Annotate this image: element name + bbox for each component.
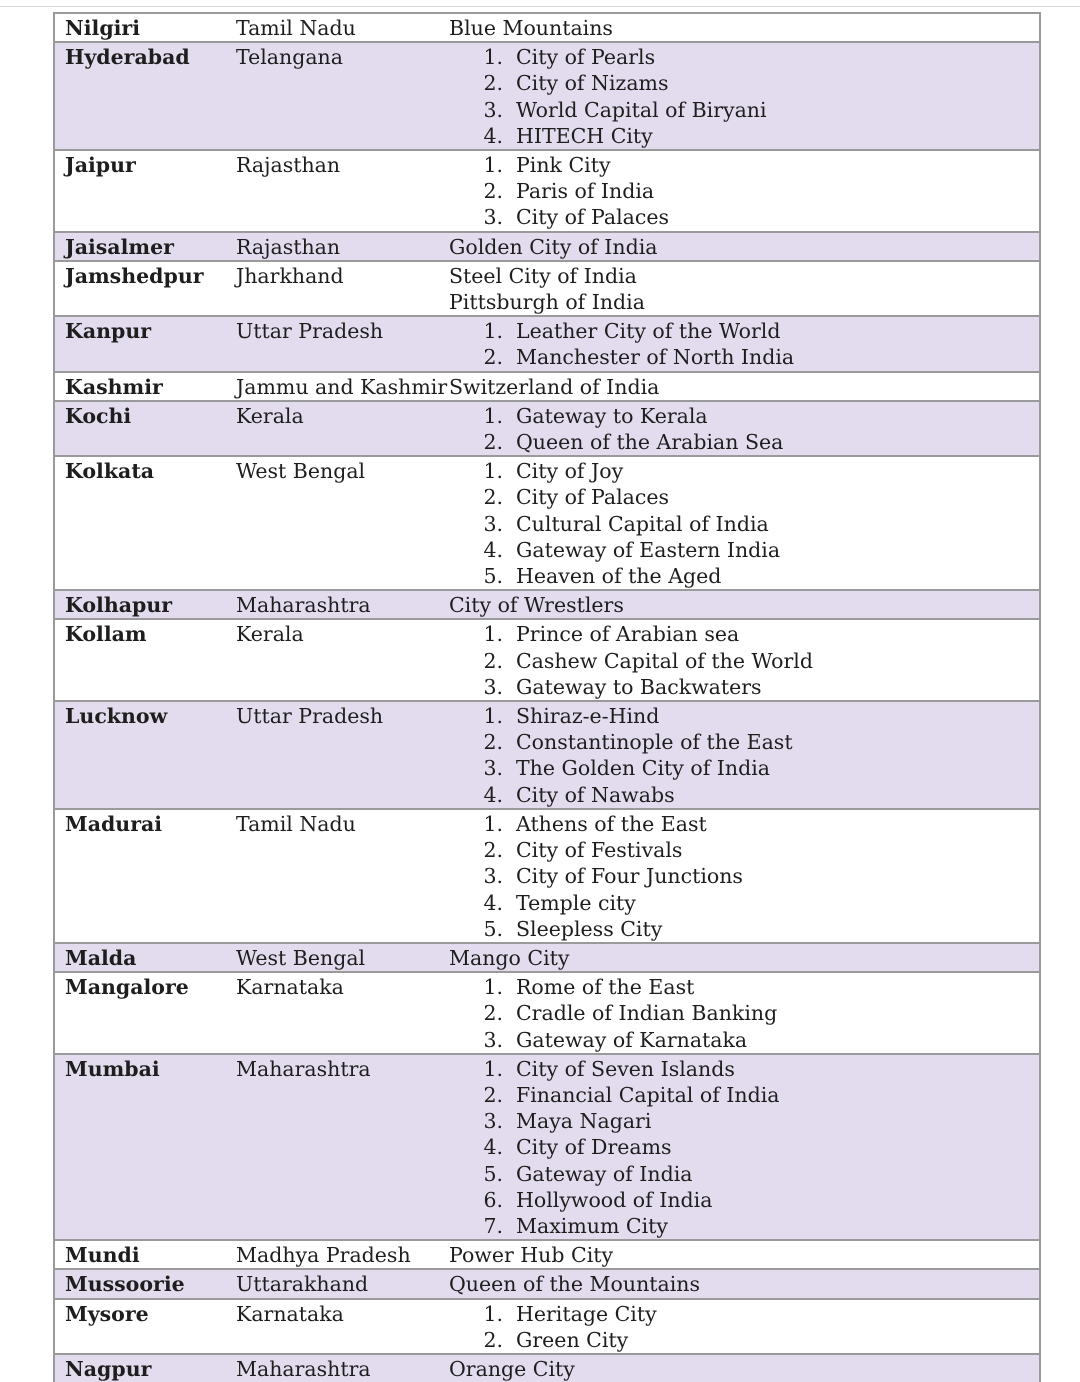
city-name: Kanpur <box>65 319 152 344</box>
list-number: 5. <box>483 564 503 589</box>
list-number: 2. <box>483 648 503 673</box>
state-name: Kerala <box>236 622 304 647</box>
city-name: Kochi <box>65 403 132 428</box>
list-number: 1. <box>483 459 503 484</box>
state-name: Uttar Pradesh <box>236 319 384 344</box>
nickname-text: Gateway of Eastern India <box>516 537 781 562</box>
state-name: Maharashtra <box>236 593 371 618</box>
list-number: 3. <box>483 1027 503 1052</box>
nickname-list-item <box>449 1108 1039 1134</box>
nickname-text: Mango City <box>449 945 570 970</box>
list-number: 3. <box>483 511 503 536</box>
nickname-text: Queen of the Mountains <box>449 1272 701 1297</box>
nickname-list-item <box>449 621 1039 647</box>
list-number: 6. <box>483 1187 503 1212</box>
nickname-text: Cradle of Indian Banking <box>516 1001 778 1026</box>
list-number: 3. <box>483 756 503 781</box>
nickname-list-item <box>449 811 1039 837</box>
nickname-text: World Capital of Biryani <box>516 97 767 122</box>
city-name: Mangalore <box>65 975 189 1000</box>
table-row <box>55 1298 1039 1353</box>
nickname-list-item <box>449 318 1039 344</box>
nickname-list-item <box>449 974 1039 1000</box>
list-number: 2. <box>483 838 503 863</box>
nicknames-cell <box>449 457 1039 589</box>
list-number: 3. <box>483 864 503 889</box>
table-row <box>55 942 1039 971</box>
table-row <box>55 808 1039 942</box>
nickname-list-item <box>449 429 1039 455</box>
nickname-text: Temple city <box>516 890 636 915</box>
nickname-text: Paris of India <box>516 179 655 204</box>
list-number: 7. <box>483 1213 503 1238</box>
nickname-list-item <box>449 916 1039 942</box>
table-row <box>55 41 1039 149</box>
list-number: 2. <box>483 179 503 204</box>
nickname-text: Orange City <box>449 1356 575 1381</box>
city-name: Hyderabad <box>65 45 190 70</box>
city-name: Malda <box>65 945 137 970</box>
nicknames-cell <box>449 1270 1039 1297</box>
city-name: Kolhapur <box>65 593 173 618</box>
table-row <box>55 1053 1039 1239</box>
state-name: Uttarakhand <box>236 1272 369 1297</box>
nickname-text: Leather City of the World <box>516 319 781 344</box>
nickname-text: City of Joy <box>516 459 624 484</box>
nicknames-cell <box>449 591 1039 618</box>
state-name: Jammu and Kashmir <box>236 374 448 399</box>
city-name: Jamshedpur <box>65 263 204 288</box>
city-name: Mysore <box>65 1301 149 1326</box>
nicknames-cell <box>449 944 1039 971</box>
city-name: Kollam <box>65 622 147 647</box>
nickname-text: City of Palaces <box>516 205 670 230</box>
nickname-list-item <box>449 484 1039 510</box>
nicknames-cell <box>449 43 1039 149</box>
table-row <box>55 971 1039 1053</box>
city-name: Lucknow <box>65 704 168 729</box>
list-number: 1. <box>483 622 503 647</box>
list-number: 5. <box>483 916 503 941</box>
nicknames-cell <box>449 402 1039 455</box>
state-name: Maharashtra <box>236 1356 371 1381</box>
list-number: 1. <box>483 403 503 428</box>
nickname-text: Pink City <box>516 153 611 178</box>
nickname-list-item <box>449 1056 1039 1082</box>
table-row <box>55 315 1039 370</box>
list-number: 4. <box>483 537 503 562</box>
nickname-text: HITECH City <box>516 123 653 148</box>
table-row <box>55 260 1039 315</box>
nicknames-cell <box>449 317 1039 370</box>
nickname-text: Sleepless City <box>516 916 663 941</box>
nickname-text: City of Palaces <box>516 485 670 510</box>
nickname-list-item <box>449 890 1039 916</box>
table-row <box>55 1353 1039 1382</box>
city-name: Mussoorie <box>65 1272 185 1297</box>
city-name: Jaipur <box>65 153 136 178</box>
nickname-text: City of Four Junctions <box>516 864 743 889</box>
list-number: 2. <box>483 485 503 510</box>
list-number: 3. <box>483 1109 503 1134</box>
top-divider <box>0 6 1080 7</box>
nickname-list-item <box>449 178 1039 204</box>
list-number: 3. <box>483 205 503 230</box>
city-name: Kolkata <box>65 459 155 484</box>
nickname-list-item <box>449 97 1039 123</box>
city-name: Nilgiri <box>65 16 141 40</box>
nickname-text: Steel City of India <box>449 263 637 288</box>
nicknames-cell <box>449 1355 1039 1382</box>
nickname-list-item <box>449 1327 1039 1353</box>
list-number: 4. <box>483 782 503 807</box>
nickname-text: City of Dreams <box>516 1135 672 1160</box>
nickname-text: Gateway to Backwaters <box>516 674 762 699</box>
nickname-text: Maximum City <box>516 1213 668 1238</box>
list-number: 2. <box>483 730 503 755</box>
nickname-list-item <box>449 1301 1039 1327</box>
nickname-list-item <box>449 123 1039 149</box>
nicknames-cell <box>449 620 1039 700</box>
nickname-list-item <box>449 1213 1039 1239</box>
state-name: Uttar Pradesh <box>236 704 384 729</box>
nickname-text: Manchester of North India <box>516 345 795 370</box>
list-number: 1. <box>483 1301 503 1326</box>
state-name: Rajasthan <box>236 234 341 259</box>
nickname-text: Pittsburgh of India <box>449 290 645 315</box>
city-name: Jaisalmer <box>65 234 174 259</box>
nickname-list-item <box>449 1082 1039 1108</box>
list-number: 2. <box>483 1001 503 1026</box>
nickname-text: Heritage City <box>516 1301 657 1326</box>
state-name: Rajasthan <box>236 153 341 178</box>
city-name: Kashmir <box>65 374 163 399</box>
state-name: Tamil Nadu <box>236 16 356 40</box>
nicknames-cell <box>449 1300 1039 1353</box>
nickname-text: Cashew Capital of the World <box>516 648 813 673</box>
nickname-list-item <box>449 1187 1039 1213</box>
state-name: West Bengal <box>236 459 366 484</box>
nickname-list-item <box>449 863 1039 889</box>
table-row <box>55 1268 1039 1297</box>
nickname-text: Gateway of Karnataka <box>516 1027 748 1052</box>
state-name: Madhya Pradesh <box>236 1243 411 1268</box>
nickname-text: The Golden City of India <box>516 756 770 781</box>
state-name: Karnataka <box>236 975 344 1000</box>
nickname-text: Rome of the East <box>516 975 695 1000</box>
nicknames-cell <box>449 233 1039 260</box>
nickname-list-item <box>449 458 1039 484</box>
nickname-text: Athens of the East <box>516 811 707 836</box>
list-number: 2. <box>483 1082 503 1107</box>
city-name: Mundi <box>65 1243 140 1268</box>
list-number: 1. <box>483 319 503 344</box>
nicknames-cell <box>449 702 1039 808</box>
list-number: 3. <box>483 97 503 122</box>
list-number: 2. <box>483 71 503 96</box>
nickname-text: City of Wrestlers <box>449 593 624 618</box>
nickname-text: Gateway of India <box>516 1161 693 1186</box>
list-number: 2. <box>483 345 503 370</box>
nicknames-cell <box>449 262 1039 315</box>
list-number: 4. <box>483 123 503 148</box>
nickname-text: City of Pearls <box>516 45 656 70</box>
nickname-list-item <box>449 1027 1039 1053</box>
nickname-list-item <box>449 782 1039 808</box>
city-name: Madurai <box>65 811 163 836</box>
table-row <box>55 455 1039 589</box>
nickname-text: Hollywood of India <box>516 1187 713 1212</box>
state-name: Telangana <box>236 45 343 70</box>
nickname-text: Switzerland of India <box>449 374 660 399</box>
nickname-text: Gateway to Kerala <box>516 403 708 428</box>
table-row <box>55 400 1039 455</box>
nickname-text: City of Seven Islands <box>516 1056 735 1081</box>
nickname-text: City of Nizams <box>516 71 669 96</box>
nickname-text: Prince of Arabian sea <box>516 622 740 647</box>
nickname-list-item <box>449 703 1039 729</box>
nickname-text: Constantinople of the East <box>516 730 793 755</box>
nickname-text: Green City <box>516 1327 629 1352</box>
list-number: 4. <box>483 1135 503 1160</box>
list-number: 1. <box>483 975 503 1000</box>
city-name: Mumbai <box>65 1056 160 1081</box>
nickname-text: Power Hub City <box>449 1243 614 1268</box>
state-name: Maharashtra <box>236 1056 371 1081</box>
list-number: 1. <box>483 811 503 836</box>
table-row <box>55 12 1039 41</box>
nickname-text: Maya Nagari <box>516 1109 652 1134</box>
nicknames-cell <box>449 810 1039 942</box>
list-number: 5. <box>483 1161 503 1186</box>
nicknames-cell <box>449 973 1039 1053</box>
list-number: 2. <box>483 1327 503 1352</box>
nickname-list-item <box>449 537 1039 563</box>
list-number: 1. <box>483 45 503 70</box>
table-row <box>55 1239 1039 1268</box>
nicknames-cell <box>449 151 1039 231</box>
nicknames-cell <box>449 373 1039 400</box>
nickname-list-item <box>449 837 1039 863</box>
table-row <box>55 371 1039 400</box>
state-name: West Bengal <box>236 945 366 970</box>
table-row <box>55 589 1039 618</box>
nickname-text: Financial Capital of India <box>516 1082 780 1107</box>
nickname-list-item <box>449 563 1039 589</box>
state-name: Jharkhand <box>236 263 344 288</box>
nickname-list-item <box>449 648 1039 674</box>
nickname-list-item <box>449 44 1039 70</box>
nickname-text: Shiraz-e-Hind <box>516 704 660 729</box>
table-row <box>55 149 1039 231</box>
state-name: Kerala <box>236 403 304 428</box>
list-number: 1. <box>483 1056 503 1081</box>
list-number: 1. <box>483 704 503 729</box>
nickname-list-item <box>449 674 1039 700</box>
nickname-list-item <box>449 70 1039 96</box>
nickname-text: Queen of the Arabian Sea <box>516 430 784 455</box>
table-row <box>55 618 1039 700</box>
nickname-list-item <box>449 204 1039 230</box>
nickname-list-item <box>449 344 1039 370</box>
nickname-list-item <box>449 1134 1039 1160</box>
nicknames-cell <box>449 14 1039 41</box>
nickname-list-item <box>449 1000 1039 1026</box>
nicknames-cell <box>449 1241 1039 1268</box>
nickname-list-item <box>449 729 1039 755</box>
city-name: Nagpur <box>65 1356 152 1381</box>
nickname-text: City of Festivals <box>516 838 683 863</box>
nickname-list-item <box>449 755 1039 781</box>
nickname-text: Golden City of India <box>449 234 658 259</box>
nickname-text: Blue Mountains <box>449 16 613 40</box>
nicknames-cell <box>449 1055 1039 1239</box>
list-number: 3. <box>483 674 503 699</box>
nickname-list-item <box>449 403 1039 429</box>
nickname-list-item <box>449 152 1039 178</box>
nickname-text: Cultural Capital of India <box>516 511 769 536</box>
table-row <box>55 700 1039 808</box>
state-name: Tamil Nadu <box>236 811 356 836</box>
nickname-list-item <box>449 511 1039 537</box>
list-number: 1. <box>483 153 503 178</box>
nickname-text: Heaven of the Aged <box>516 564 722 589</box>
list-number: 2. <box>483 430 503 455</box>
table-row <box>55 231 1039 260</box>
nickname-list-item <box>449 1161 1039 1187</box>
nickname-text: City of Nawabs <box>516 782 675 807</box>
state-name: Karnataka <box>236 1301 344 1326</box>
city-nicknames-table <box>53 12 1041 1382</box>
list-number: 4. <box>483 890 503 915</box>
